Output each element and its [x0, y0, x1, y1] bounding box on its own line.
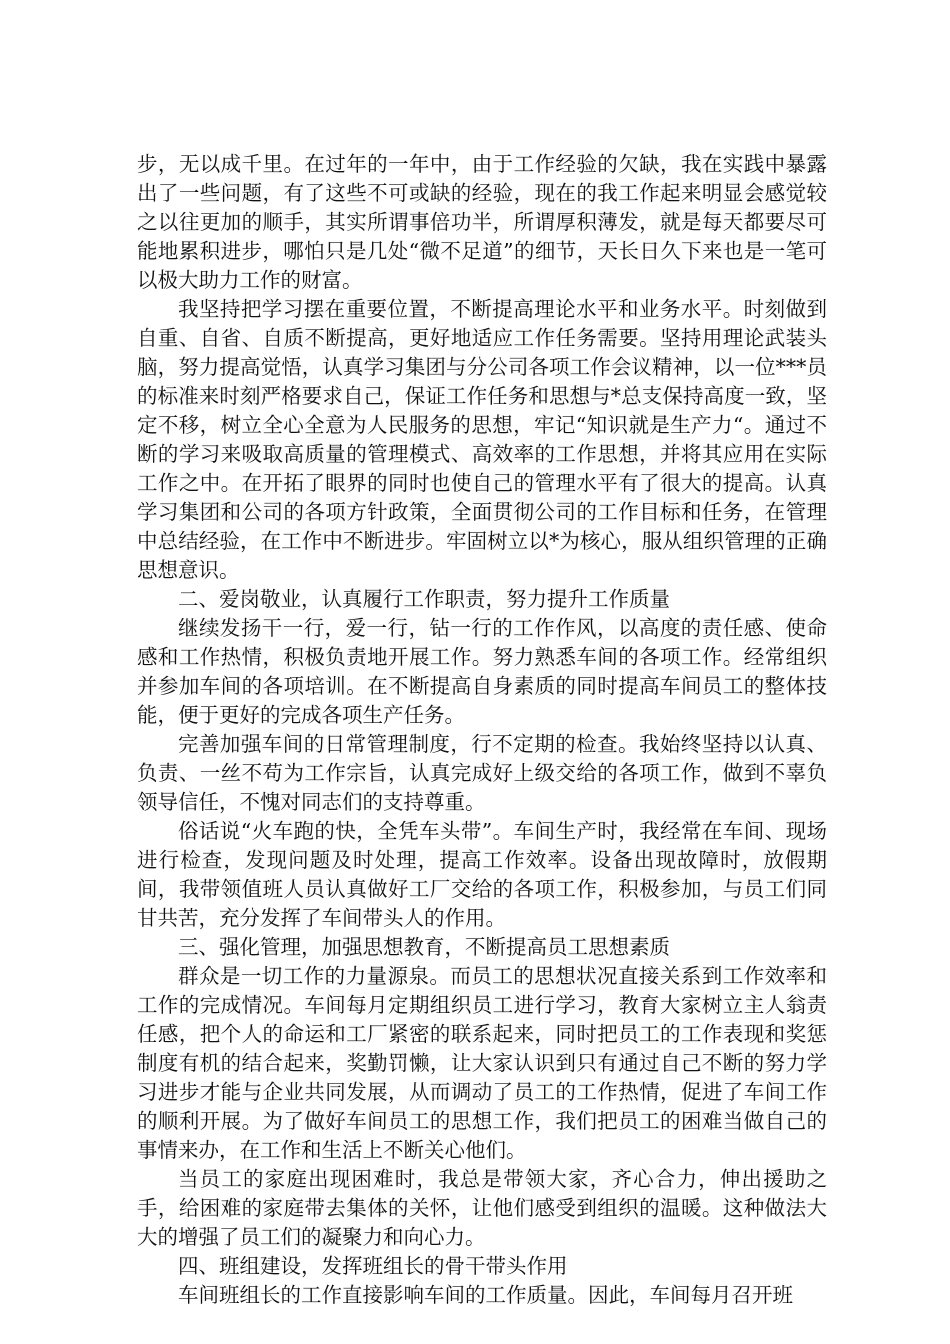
paragraph-2: 我坚持把学习摆在重要位置，不断提高理论水平和业务水平。时刻做到自重、自省、自质不断提高，更好地适应工作任务需要。坚持用理论武装头脑，努力提高觉悟，认真学习集团与分公司各项工作会议精神，以一位***员的标准来时刻严格要求自己，保证工作任务和思想与*总支保持高度一致，坚定不移，树立全心全意为人民服务的思想，牢记“知识就是生产力“。通过不断的学习来吸取高质量的管理模式、高效率的工作思想，并将其应用在实际工作之中。在开拓了眼界的同时也使自己的管理水平有了很大的提高。认真学习集团和公司的各项方针政策，全面贯彻公司的工作目标和任务，在管理中总结经验，在工作中不断进步。牢固树立以*为核心，服从组织管理的正确思想意识。 [137, 297, 827, 582]
section-heading-4: 四、班组建设，发挥班组长的骨干带头作用 [178, 1254, 568, 1278]
document-body [137, 150, 827, 1310]
section-heading-2: 二、爱岗敬业，认真履行工作职责，努力提升工作质量 [178, 587, 670, 611]
paragraph-4: 完善加强车间的日常管理制度，行不定期的检查。我始终坚持以认真、负责、一丝不苟为工作宗旨，认真完成好上级交给的各项工作，做到不辜负领导信任，不愧对同志们的支持尊重。 [137, 732, 827, 814]
paragraph-3: 继续发扬干一行，爱一行，钻一行的工作作风，以高度的责任感、使命感和工作热情，积极负责地开展工作。努力熟悉车间的各项工作。经常组织并参加车间的各项培训。在不断提高自身素质的同时提高车间员工的整体技能，便于更好的完成各项生产任务。 [137, 616, 827, 727]
paragraph-5: 俗话说“火车跑的快，全凭车头带”。车间生产时，我经常在车间、现场进行检查，发现问题及时处理，提高工作效率。设备出现故障时，放假期间，我带领值班人员认真做好工厂交给的各项工作，积极参加，与员工们同甘共苦，充分发挥了车间带头人的作用。 [137, 819, 827, 930]
paragraph-8: 车间班组长的工作直接影响车间的工作质量。因此，车间每月召开班 [178, 1283, 793, 1307]
paragraph-7: 当员工的家庭出现困难时，我总是带领大家，齐心合力，伸出援助之手，给困难的家庭带去集体的关怀，让他们感受到组织的温暖。这种做法大大的增强了员工们的凝聚力和向心力。 [137, 1167, 827, 1249]
paragraph-1: 步，无以成千里。在过年的一年中，由于工作经验的欠缺，我在实践中暴露出了一些问题，有了这些不可或缺的经验，现在的我工作起来明显会感觉较之以往更加的顺手，其实所谓事倍功半，所谓厚积薄发，就是每天都要尽可能地累积进步，哪怕只是几处“微不足道”的细节，天长日久下来也是一笔可以极大助力工作的财富。 [137, 152, 827, 292]
section-heading-3: 三、强化管理，加强思想教育，不断提高员工思想素质 [178, 935, 670, 959]
paragraph-6: 群众是一切工作的力量源泉。而员工的思想状况直接关系到工作效率和工作的完成情况。车间每月定期组织员工进行学习，教育大家树立主人翁责任感，把个人的命运和工厂紧密的联系起来，同时把员工的工作表现和奖惩制度有机的结合起来，奖勤罚懒，让大家认识到只有通过自己不断的努力学习进步才能与企业共同发展，从而调动了员工的工作热情，促进了车间工作的顺利开展。为了做好车间员工的思想工作，我们把员工的困难当做自己的事情来办，在工作和生活上不断关心他们。 [137, 964, 827, 1162]
